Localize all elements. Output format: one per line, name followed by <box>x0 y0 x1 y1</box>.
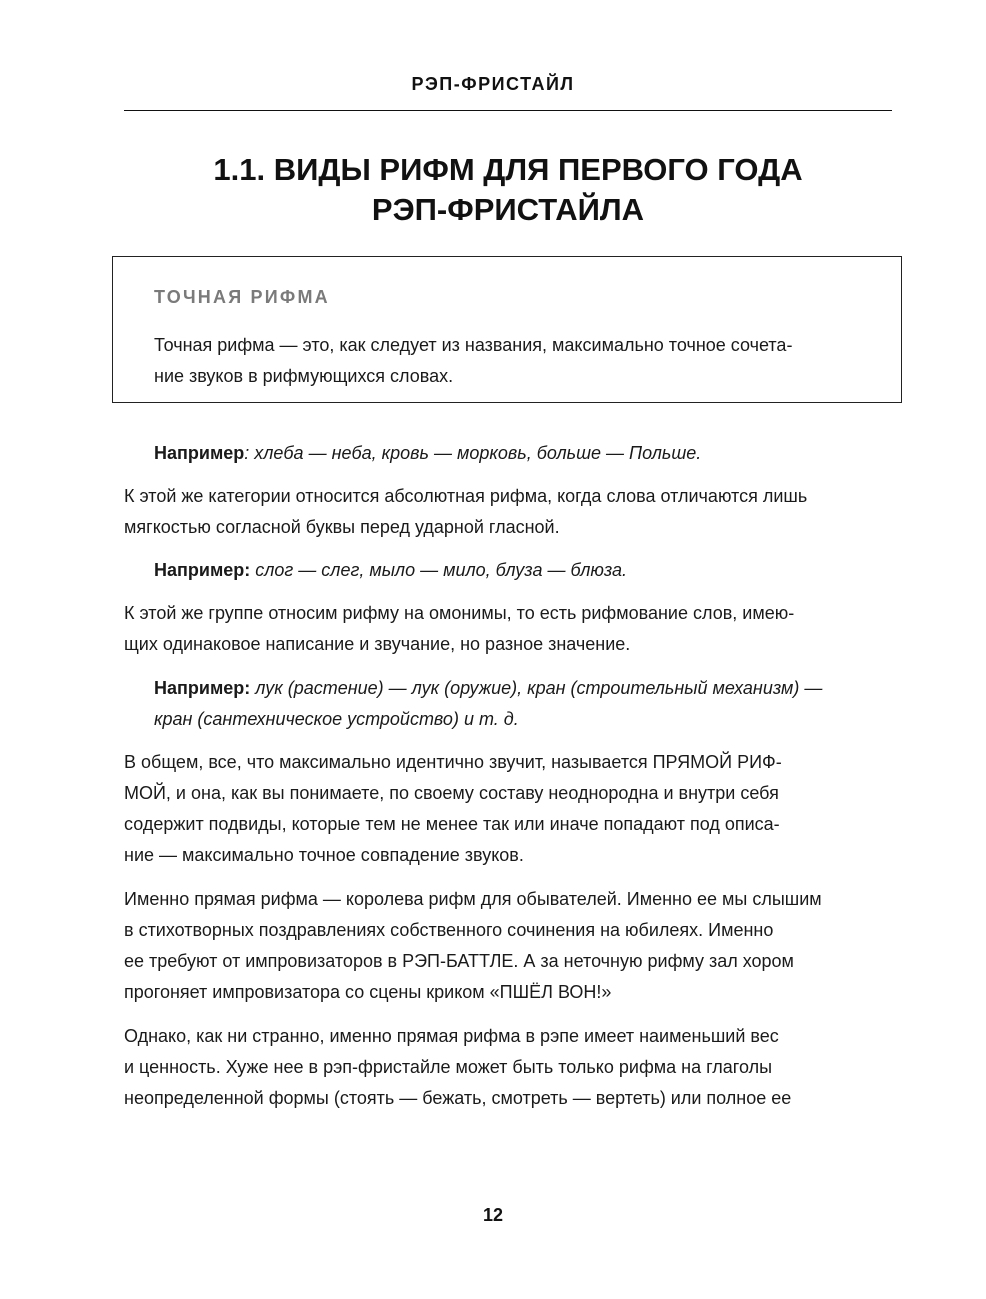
chapter-title-line-2: РЭП-ФРИСТАЙЛА <box>371 192 645 227</box>
example-3-label: Например: <box>154 678 251 698</box>
example-3-text-line-1: лук (растение) — лук (оружие), кран (строительный механизм) — <box>250 678 823 698</box>
paragraph-5 <box>124 1021 892 1114</box>
paragraph-4-line-4: прогоняет импровизатора со сцены криком «ПШЁЛ ВОН!» <box>124 982 612 1002</box>
definition-text <box>154 330 874 392</box>
paragraph-3-line-3: содержит подвиды, которые тем не менее так или иначе попадают под описа- <box>124 814 780 834</box>
definition-heading: ТОЧНАЯ РИФМА <box>154 287 330 307</box>
paragraph-3-line-4: ние — максимально точное совпадение звуков. <box>124 845 524 865</box>
example-1-text: : хлеба — неба, кровь — морковь, больше — Польше. <box>244 443 702 463</box>
page-number: 12 <box>482 1205 504 1225</box>
example-2-text: слог — слег, мыло — мило, блуза — блюза. <box>250 560 628 580</box>
paragraph-4-line-1: Именно прямая рифма — королева рифм для обывателей. Именно ее мы слышим <box>124 889 822 909</box>
example-3 <box>154 673 894 735</box>
paragraph-1-line-2: мягкостью согласной буквы перед ударной гласной. <box>124 517 560 537</box>
paragraph-4-line-2: в стихотворных поздравлениях собственного сочинения на юбилеях. Именно <box>124 920 774 940</box>
example-2-label: Например: <box>154 560 251 580</box>
paragraph-1-line-1: К этой же категории относится абсолютная рифма, когда слова отличаются лишь <box>124 486 808 506</box>
chapter-title <box>124 150 892 230</box>
paragraph-5-line-3: неопределенной формы (стоять — бежать, смотреть — вертеть) или полное ее <box>124 1088 792 1108</box>
paragraph-5-line-2: и ценность. Хуже нее в рэп-фристайле может быть только рифма на глаголы <box>124 1057 773 1077</box>
paragraph-1 <box>124 481 892 543</box>
definition-line-2: ние звуков в рифмующихся словах. <box>154 366 454 386</box>
paragraph-2-line-2: щих одинаковое написание и звучание, но разное значение. <box>124 634 631 654</box>
paragraph-5-line-1: Однако, как ни странно, именно прямая рифма в рэпе имеет наименьший вес <box>124 1026 779 1046</box>
example-1 <box>154 438 894 469</box>
example-2 <box>154 555 894 586</box>
example-3-text-line-2: кран (сантехническое устройство) и т. д. <box>154 709 519 729</box>
paragraph-3 <box>124 747 892 871</box>
running-head: РЭП-ФРИСТАЙЛ <box>411 74 575 94</box>
definition-line-1: Точная рифма — это, как следует из названия, максимально точное сочета- <box>154 335 793 355</box>
chapter-title-line-1: 1.1. ВИДЫ РИФМ ДЛЯ ПЕРВОГО ГОДА <box>213 152 803 187</box>
paragraph-3-line-1: В общем, все, что максимально идентично звучит, называется ПРЯМОЙ РИФ- <box>124 752 782 772</box>
definition-box <box>112 256 902 403</box>
example-1-label: Например <box>154 443 245 463</box>
header-rule <box>124 110 892 111</box>
paragraph-4-line-3: ее требуют от импровизаторов в РЭП-БАТТЛЕ. А за неточную рифму зал хором <box>124 951 794 971</box>
paragraph-4 <box>124 884 892 1008</box>
paragraph-2-line-1: К этой же группе относим рифму на омонимы, то есть рифмование слов, имею- <box>124 603 795 623</box>
paragraph-3-line-2: МОЙ, и она, как вы понимаете, по своему составу неоднородна и внутри себя <box>124 783 779 803</box>
paragraph-2 <box>124 598 892 660</box>
